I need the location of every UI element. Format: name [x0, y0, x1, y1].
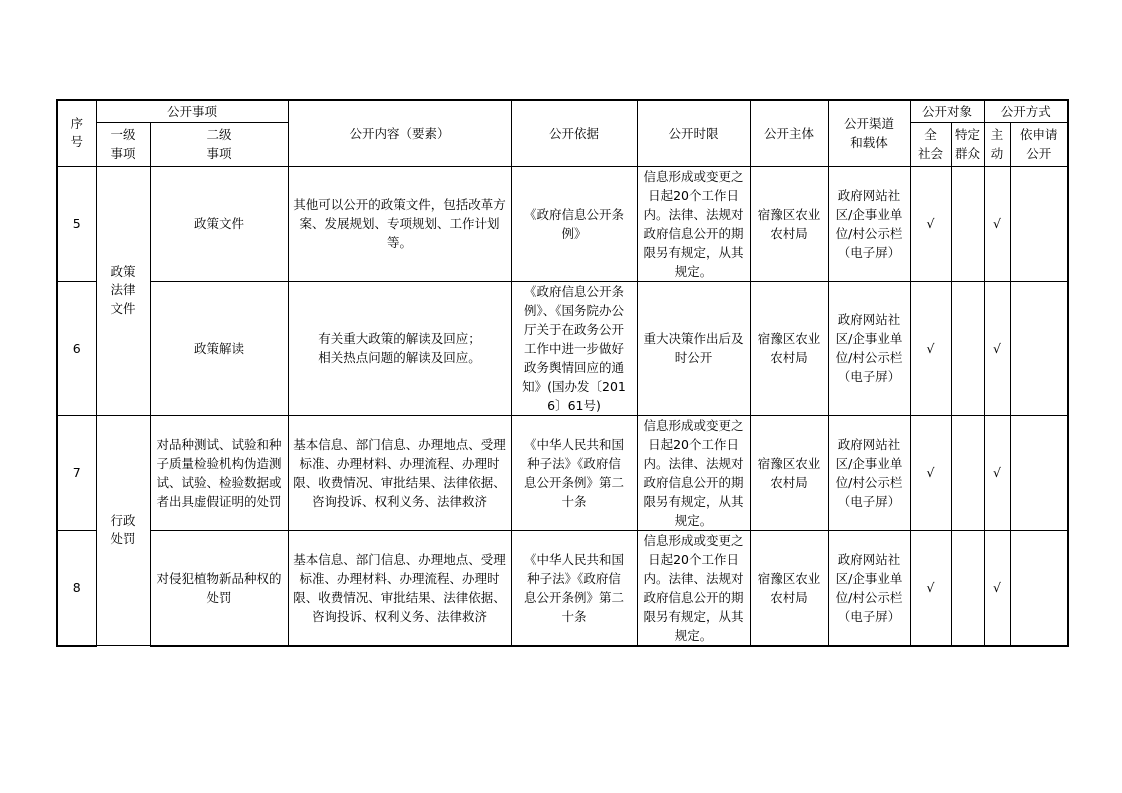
row-basis: 《中华人民共和国种子法》《政府信息公开条例》第二十条 — [511, 415, 637, 530]
row-target-specific — [951, 415, 984, 530]
disclosure-table — [56, 99, 1069, 647]
row-content: 其他可以公开的政策文件，包括改革方案、发展规划、专项规划、工作计划等。 — [288, 166, 511, 281]
row-method-apply — [1010, 166, 1068, 281]
row-subject: 宿豫区农业农村局 — [750, 530, 828, 646]
row-target-specific — [951, 530, 984, 646]
row-target-specific — [951, 281, 984, 415]
table-row — [57, 530, 1068, 646]
row-seq: 7 — [57, 415, 96, 530]
row-seq: 8 — [57, 530, 96, 646]
row-seq: 6 — [57, 281, 96, 415]
group-level1: 行政 处罚 — [96, 415, 150, 646]
row-method-apply — [1010, 415, 1068, 530]
group-level1: 政策 法律 文件 — [96, 166, 150, 415]
header-seq: 序 号 — [57, 100, 96, 166]
row-content: 基本信息、部门信息、办理地点、受理标准、办理材料、办理流程、办理时限、收费情况、审批结果、法律依据、咨询投诉、权利义务、法律救济 — [288, 530, 511, 646]
row-channel: 政府网站社区/企事业单位/村公示栏（电子屏） — [828, 281, 910, 415]
row-basis: 《政府信息公开条例》 — [511, 166, 637, 281]
row-time-limit: 信息形成或变更之日起20个工作日内。法律、法规对政府信息公开的期限另有规定，从其规定。 — [637, 166, 750, 281]
header-level1: 一级 事项 — [96, 122, 150, 166]
row-method-apply — [1010, 281, 1068, 415]
row-method-active: √ — [984, 415, 1010, 530]
row-method-active: √ — [984, 281, 1010, 415]
row-time-limit: 重大决策作出后及时公开 — [637, 281, 750, 415]
row-target-all: √ — [910, 415, 951, 530]
header-subject: 公开主体 — [750, 100, 828, 166]
row-time-limit: 信息形成或变更之日起20个工作日内。法律、法规对政府信息公开的期限另有规定，从其规定。 — [637, 530, 750, 646]
row-basis: 《中华人民共和国种子法》《政府信息公开条例》第二十条 — [511, 530, 637, 646]
header-level2: 二级 事项 — [150, 122, 288, 166]
row-target-all: √ — [910, 166, 951, 281]
row-method-active: √ — [984, 166, 1010, 281]
row-level2: 政策文件 — [150, 166, 288, 281]
row-target-all: √ — [910, 530, 951, 646]
header-content: 公开内容（要素） — [288, 100, 511, 166]
row-subject: 宿豫区农业农村局 — [750, 281, 828, 415]
row-level2: 对侵犯植物新品种权的处罚 — [150, 530, 288, 646]
table-row — [57, 166, 1068, 281]
header-public-items: 公开事项 — [96, 100, 288, 122]
header-channel: 公开渠道 和载体 — [828, 100, 910, 166]
table-row — [57, 415, 1068, 530]
row-time-limit: 信息形成或变更之日起20个工作日内。法律、法规对政府信息公开的期限另有规定，从其规定。 — [637, 415, 750, 530]
row-seq: 5 — [57, 166, 96, 281]
row-subject: 宿豫区农业农村局 — [750, 166, 828, 281]
row-target-specific — [951, 166, 984, 281]
header-public-method: 公开方式 — [984, 100, 1068, 122]
row-channel: 政府网站社区/企事业单位/村公示栏（电子屏） — [828, 530, 910, 646]
header-basis: 公开依据 — [511, 100, 637, 166]
row-channel: 政府网站社区/企事业单位/村公示栏（电子屏） — [828, 166, 910, 281]
row-method-apply — [1010, 530, 1068, 646]
row-channel: 政府网站社区/企事业单位/村公示栏（电子屏） — [828, 415, 910, 530]
row-level2: 对品种测试、试验和种子质量检验机构伪造测试、试验、检验数据或者出具虚假证明的处罚 — [150, 415, 288, 530]
header-target-all: 全 社会 — [910, 122, 951, 166]
header-public-target: 公开对象 — [910, 100, 984, 122]
row-level2: 政策解读 — [150, 281, 288, 415]
table-row — [57, 281, 1068, 415]
header-method-active: 主 动 — [984, 122, 1010, 166]
row-subject: 宿豫区农业农村局 — [750, 415, 828, 530]
row-target-all: √ — [910, 281, 951, 415]
row-content: 基本信息、部门信息、办理地点、受理标准、办理材料、办理流程、办理时限、收费情况、审批结果、法律依据、咨询投诉、权利义务、法律救济 — [288, 415, 511, 530]
row-method-active: √ — [984, 530, 1010, 646]
row-basis: 《政府信息公开条例》、《国务院办公厅关于在政务公开工作中进一步做好政务舆情回应的通知》(国办发〔2016〕61号) — [511, 281, 637, 415]
header-time-limit: 公开时限 — [637, 100, 750, 166]
row-content: 有关重大政策的解读及回应； 相关热点问题的解读及回应。 — [288, 281, 511, 415]
header-target-specific: 特定 群众 — [951, 122, 984, 166]
header-method-apply: 依申请 公开 — [1010, 122, 1068, 166]
